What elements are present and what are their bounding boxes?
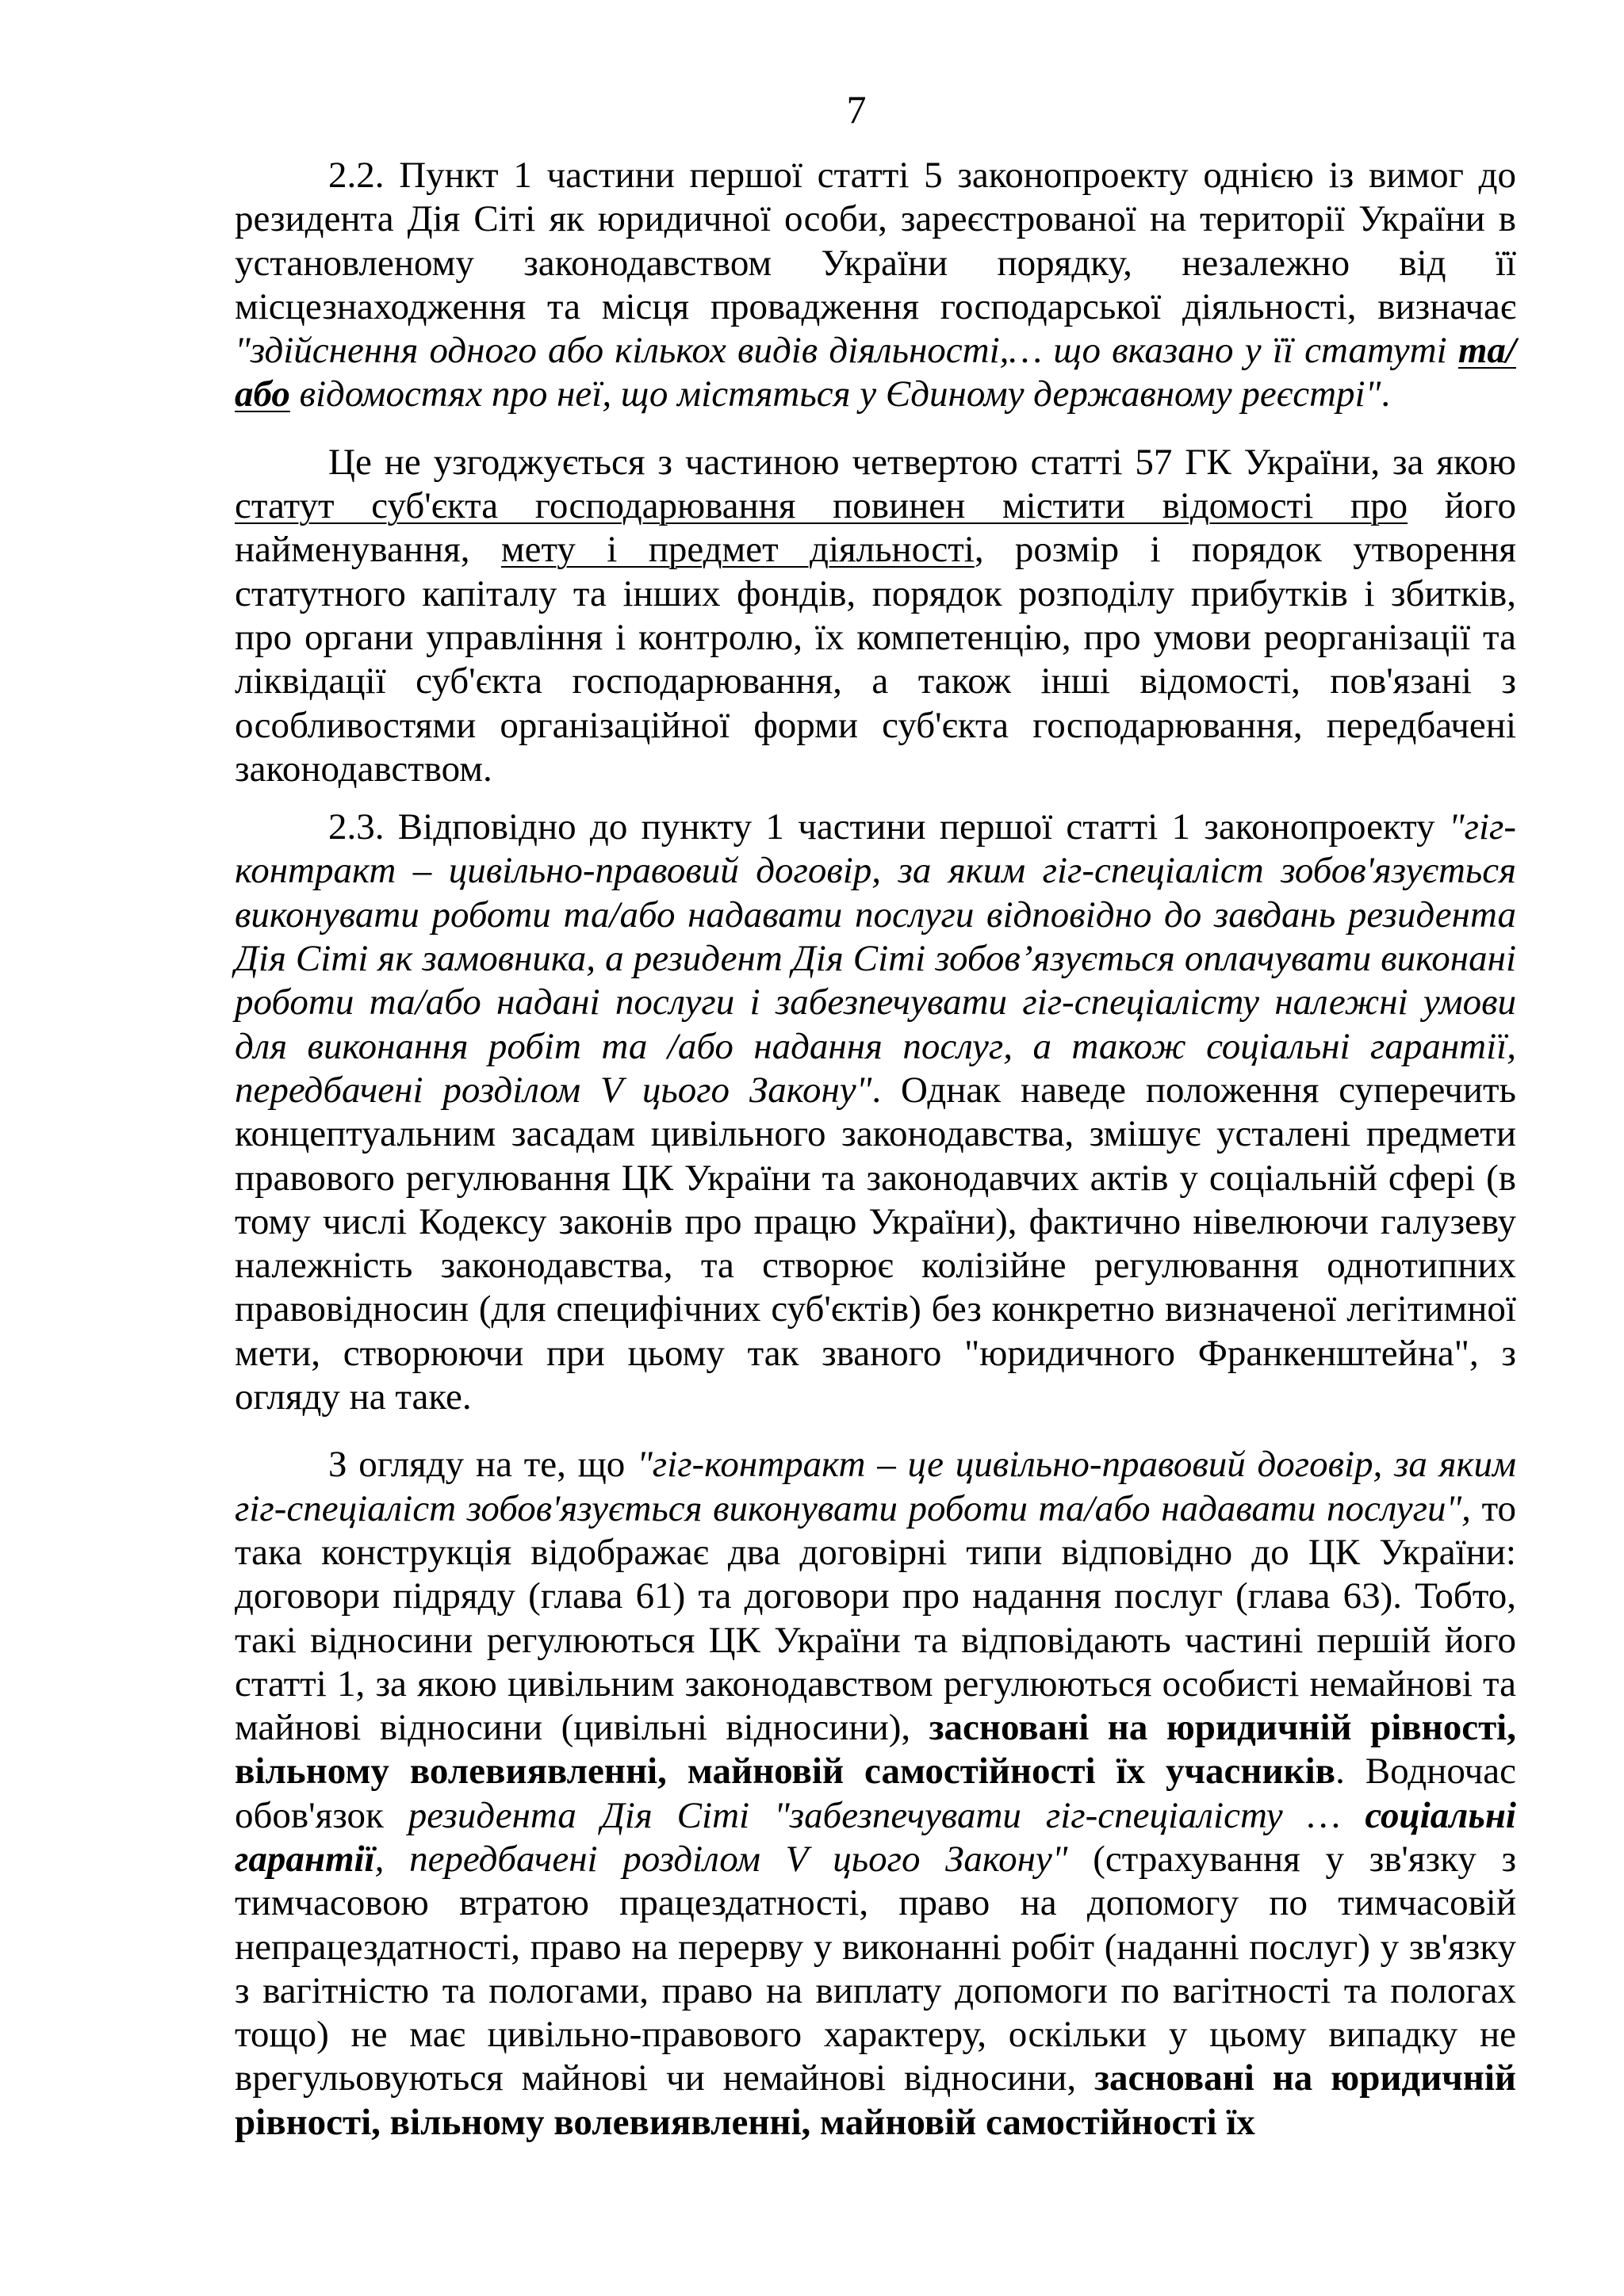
text-run: засновані на юридичній рівності, вільному волевиявленні, майновій самостійності їх учасників <box>235 1707 1516 1793</box>
text-run: , передбачені розділом V цього Закону" <box>374 1838 1068 1880</box>
text-run: . Однак наведе положення суперечить концептуальним засадам цивільного законодавства, змішує усталені предмети правового регулювання ЦК України та законодавчих актів у соціальній сфері (в тому числі Кодексу законів про працю України), фактично нівелюючи галузеву належність законодавства, та створює колізійне регулювання однотипних правовідносин (для специфічних суб'єктів) без конкретно визначеної легітимної мети, створюючи при цьому так званого "юридичного Франкенштейна", з огляду на таке. <box>235 1069 1516 1418</box>
paragraph-2-3 <box>235 806 1516 1419</box>
text-run: та/або <box>235 330 1516 415</box>
text-run: засновані на юридичній рівності, вільному волевиявленні, майновій самостійності їх <box>235 2057 1516 2143</box>
text-run: "здійснення одного або кількох видів діяльності,… що вказано у її статуті <box>235 330 1458 372</box>
text-run: , розмір і порядок утворення статутного капіталу та інших фондів, порядок розподілу прибутків і збитків, про органи управління і контролю, їх компетенцію, про умови реорганізації та ліквідації суб'єкта господарювання, а також інші відомості, пов'язані з особливостями організаційної форми суб'єкта господарювання, передбачені законодавством. <box>235 529 1517 790</box>
text-run: то така конструкція відображає два договірні типи відповідно до ЦК України: договори підряду (глава 61) та договори про надання послуг (глава 63). Тобто, такі відносини регулюються ЦК України та відповідають частині першій його статті 1, за якою цивільним законодавством регулюються особисті немайнові та майнові відносини (цивільні відносини), <box>235 1487 1516 1749</box>
text-run: З огляду на те, що <box>328 1444 638 1486</box>
page-number: 7 <box>846 87 867 132</box>
text-run: Це не узгоджується з частиною четвертою статті 57 ГК України, за якою <box>328 441 1516 483</box>
text-run: . Водночас обов'язок <box>235 1751 1516 1836</box>
document-body <box>235 154 1516 2145</box>
text-run: "гіг-контракт – цивільно-правовий договір, за яким гіг-спеціаліст зобов'язується виконувати роботи та/або надавати послуги відповідно до завдань резидента Дія Сіті як замовника, а резидент Дія Сіті зобов’язується оплачувати виконані роботи та/або надані послуги і забезпечувати гіг-спеціалісту належні умови для виконання робіт та /або надання послуг, а також соціальні гарантії, передбачені розділом V цього Закону" <box>235 806 1516 1111</box>
paragraph-gig-contract-analysis <box>235 1443 1516 2145</box>
text-run: резидента Дія Сіті "забезпечувати гіг-спеціалісту … <box>408 1794 1365 1836</box>
text-run: відомостях про неї, що містяться у Єдиному державному реєстрі" <box>289 373 1381 415</box>
text-run: (страхування у зв'язку з тимчасовою втратою працездатності, право на допомогу по тимчасовій непрацездатності, право на перерву у виконанні робіт (наданні послуг) у зв'язку з вагітністю та пологами, право на виплату допомоги по вагітності та пологах тощо) не має цивільно-правового характеру, оскільки у цьому випадку не врегульовуються майнові чи немайнові відносини, <box>235 1838 1517 2099</box>
text-run: мету і предмет діяльності <box>500 529 975 571</box>
text-run: соціальні гарантії <box>235 1794 1516 1880</box>
text-run: 2.2. Пункт 1 частини першої статті 5 законопроекту однією із вимог до резидента Дія Сіті як юридичної особи, зареєстрованої на території України в установленому законодавством України порядку, незалежно від її місцезнаходження та місця провадження господарської діяльності, визначає <box>235 155 1516 327</box>
paragraph-gk-article-57 <box>235 441 1516 791</box>
text-run: . <box>1381 373 1391 415</box>
text-run: 2.3. Відповідно до пункту 1 частини першої статті 1 законопроекту <box>328 806 1449 848</box>
text-run: його найменування, <box>235 485 1516 571</box>
text-run: "гіг-контракт – це цивільно-правовий договір, за яким гіг-спеціаліст зобов'язується виконувати роботи та/або надавати послуги", <box>235 1444 1516 1529</box>
text-run: статут суб'єкта господарювання повинен містити відомості про <box>235 485 1408 527</box>
paragraph-2-2 <box>235 154 1516 417</box>
